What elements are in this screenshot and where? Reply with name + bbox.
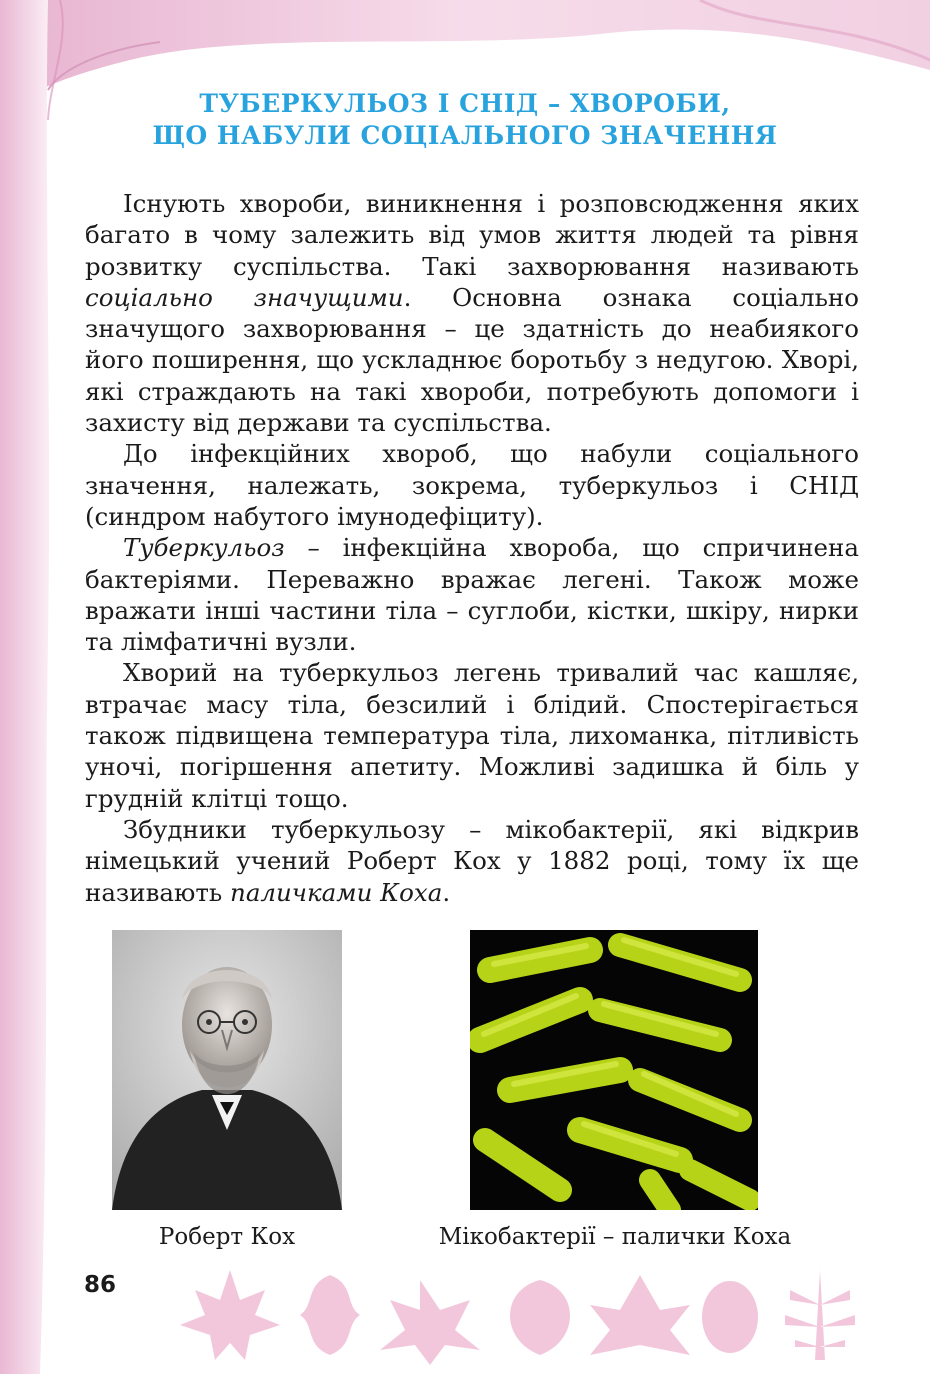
oak-leaf-icon (300, 1275, 360, 1355)
page-title (0, 88, 930, 152)
paragraph-1-text-a: Існують хвороби, виникнення і розповсюдження яких багато в чому залежить від умов життя людей та рівня розвитку суспільства. Такі захворювання називають (85, 189, 859, 281)
birch-leaf-icon (510, 1280, 570, 1355)
article-body (85, 188, 859, 908)
paragraph-5-text-a: Збудники туберкульозу – мікобактерії, які відкрив німецький учений Роберт Кох у 1882 році, тому їх ще називають (85, 814, 859, 907)
emphasis-socially-significant: соціально значущими (85, 282, 404, 312)
bacteria-caption: Мікобактерії – палички Коха (438, 1224, 792, 1250)
fern-leaf-icon (785, 1270, 855, 1360)
linden-leaf-icon (590, 1275, 690, 1355)
maple-leaf-icon (180, 1270, 280, 1360)
mycobacteria-micrograph (470, 930, 758, 1210)
paragraph-1-text-b: . Основна ознака соціально значущого захворювання – це здатність до неабиякого його поширення, що ускладнює боротьбу з недугою. Хворі, які страждають на такі хвороби, потребують допомоги і захисту від держави та суспільства. (85, 282, 860, 438)
robert-koch-portrait (112, 930, 342, 1210)
leaves-decoration (170, 1255, 870, 1365)
paragraph-3 (85, 532, 859, 657)
emphasis-koch-bacilli: паличками Коха (230, 877, 443, 907)
koch-caption: Роберт Кох (158, 1224, 296, 1250)
emphasis-tuberculosis: Туберкульоз (123, 533, 285, 563)
title-line-2: ЩО НАБУЛИ СОЦІАЛЬНОГО ЗНАЧЕННЯ (152, 121, 778, 150)
paragraph-5-text-b: . (442, 877, 451, 907)
paragraph-1 (85, 188, 859, 438)
paragraph-4: Хворий на туберкульоз легень тривалий час кашляє, втрачає масу тіла, безсилий і блідий. Спостерігається також підвищена температура тіла, лихоманка, пітливість уночі, погіршення апетиту. Можливі задишка й біль у грудній клітці тощо. (85, 658, 859, 813)
page-number: 86 (84, 1272, 117, 1298)
paragraph-3-text: – інфекційна хвороба, що спричинена бактеріями. Переважно вражає легені. Також може вражати інші частини тіла – суглоби, кістки, шкіру, нирки та лімфатичні вузли. (85, 533, 859, 657)
title-line-1: ТУБЕРКУЛЬОЗ І СНІД – ХВОРОБИ, (199, 89, 731, 118)
paragraph-2: До інфекційних хвороб, що набули соціального значення, належать, зокрема, туберкульоз і СНІД (синдром набутого імунодефіциту). (85, 439, 859, 531)
paragraph-5 (85, 814, 859, 908)
round-leaf-icon (702, 1281, 758, 1353)
chestnut-leaf-icon (380, 1280, 480, 1365)
